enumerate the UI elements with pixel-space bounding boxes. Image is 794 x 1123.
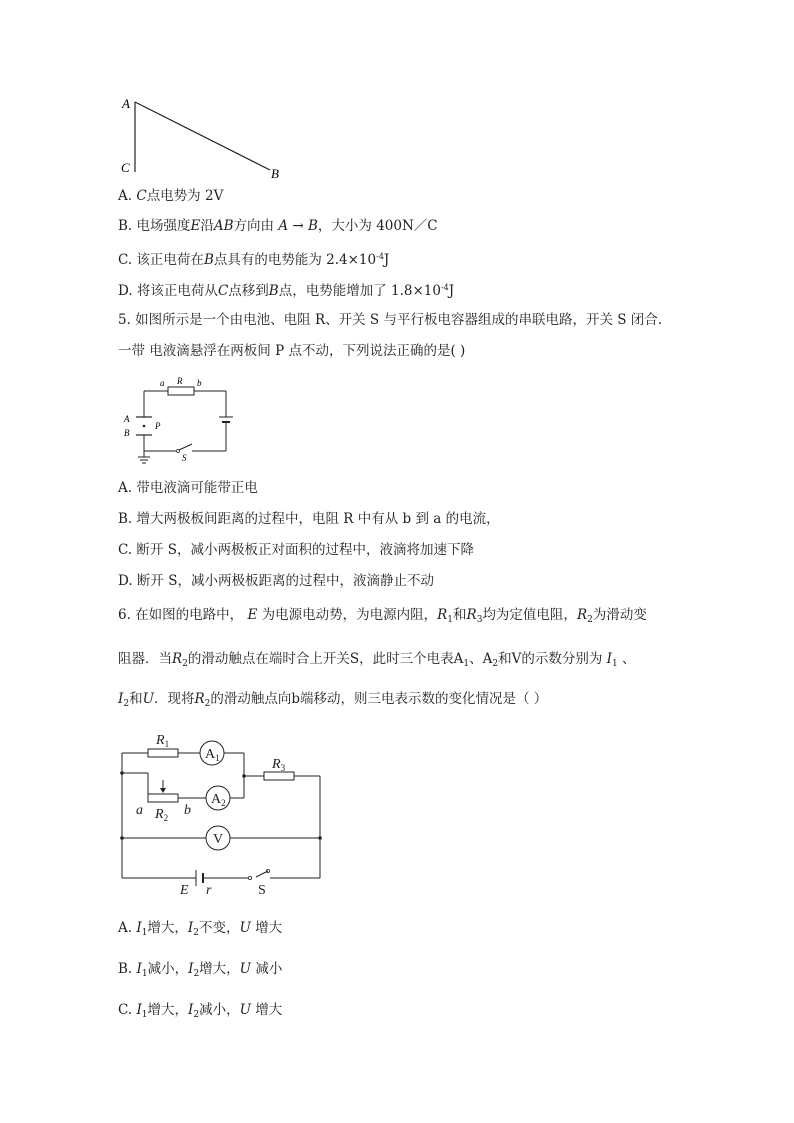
q6-stem-line2: 阻器．当$R_2$的滑动触点在端时合上开关S，此时三个电表$A_1$、$A_2$和V的示数分别为 $I_1$ 、: [118, 651, 636, 669]
capacitor-circuit-diagram: [118, 373, 238, 468]
label-a2: $A_2$: [211, 792, 226, 808]
label-a-small: a: [160, 378, 165, 388]
label-r: R: [177, 376, 183, 386]
q4-option-a: A. C点电势为 2V: [118, 188, 224, 204]
label-plate-b: B: [124, 428, 130, 438]
label-slider-a: a: [136, 803, 143, 818]
label-v: V: [213, 832, 224, 847]
q4-option-d: D. 将该正电荷从C点移到B点，电势能增加了 $1.8\times 10^{-4}J$: [118, 283, 455, 299]
label-s: S: [258, 883, 266, 898]
q5-stem-line1: 5. 如图所示是一个由电池、电阻 R、开关 S 与平行板电容器组成的串联电路，开关 S 闭合.: [118, 312, 663, 328]
q5-option-b: B. 增大两极板间距离的过程中，电阻 R 中有从 b 到 a 的电流，: [118, 511, 500, 527]
label-slider-b: b: [184, 803, 191, 818]
label-plate-a: A: [124, 414, 130, 424]
q6-stem-line1: 6. 在如图的电路中， E 为电源电动势，为电源内阻，$R_1$和$R_3$均为定值电阻，$R_2$为滑动变: [118, 607, 647, 625]
q5-option-c: C. 断开 S，减小两极板正对面积的过程中，液滴将加速下降: [118, 542, 474, 558]
label-e: E: [180, 883, 189, 898]
q4-option-c: C. 该正电荷在B点具有的电势能为 $2.4\times 10^{-4}J$: [118, 252, 390, 268]
label-p: P: [155, 421, 161, 431]
q5-option-d: D. 断开 S，减小两极板距离的过程中，液滴静止不动: [118, 573, 434, 589]
field-diagram: [118, 92, 298, 184]
label-r-internal: r: [206, 883, 212, 898]
q5-stem-line2: 一带 电液滴悬浮在两板间 P 点不动，下列说法正确的是( ): [118, 343, 466, 359]
q6-option-c: C. $I_1$增大，$I_2$减小，U 增大: [118, 1002, 283, 1020]
ammeter-circuit-diagram: [118, 728, 328, 896]
label-b: B: [271, 166, 279, 181]
label-r3: $R_3$: [272, 757, 286, 773]
q6-stem-line3: $I_2$和U．现将$R_2$的滑动触点向b端移动，则三电表示数的变化情况是（ ）: [118, 691, 548, 709]
q6-option-a: A. $I_1$增大，$I_2$不变，U 增大: [118, 920, 283, 938]
label-a: A: [122, 96, 130, 111]
q4-option-b: B. 电场强度E沿AB方向由 A → B，大小为 400N／C: [118, 218, 438, 234]
label-r1: $R_1$: [156, 733, 170, 749]
label-r2: $R_2$: [155, 807, 169, 823]
label-b-small: b: [197, 378, 202, 388]
label-a1: $A_1$: [205, 747, 220, 763]
label-c: C: [121, 160, 130, 175]
label-switch: S: [182, 453, 187, 463]
q5-option-a: A. 带电液滴可能带正电: [118, 480, 258, 496]
q6-option-b: B. $I_1$减小，$I_2$增大，U 减小: [118, 961, 283, 979]
